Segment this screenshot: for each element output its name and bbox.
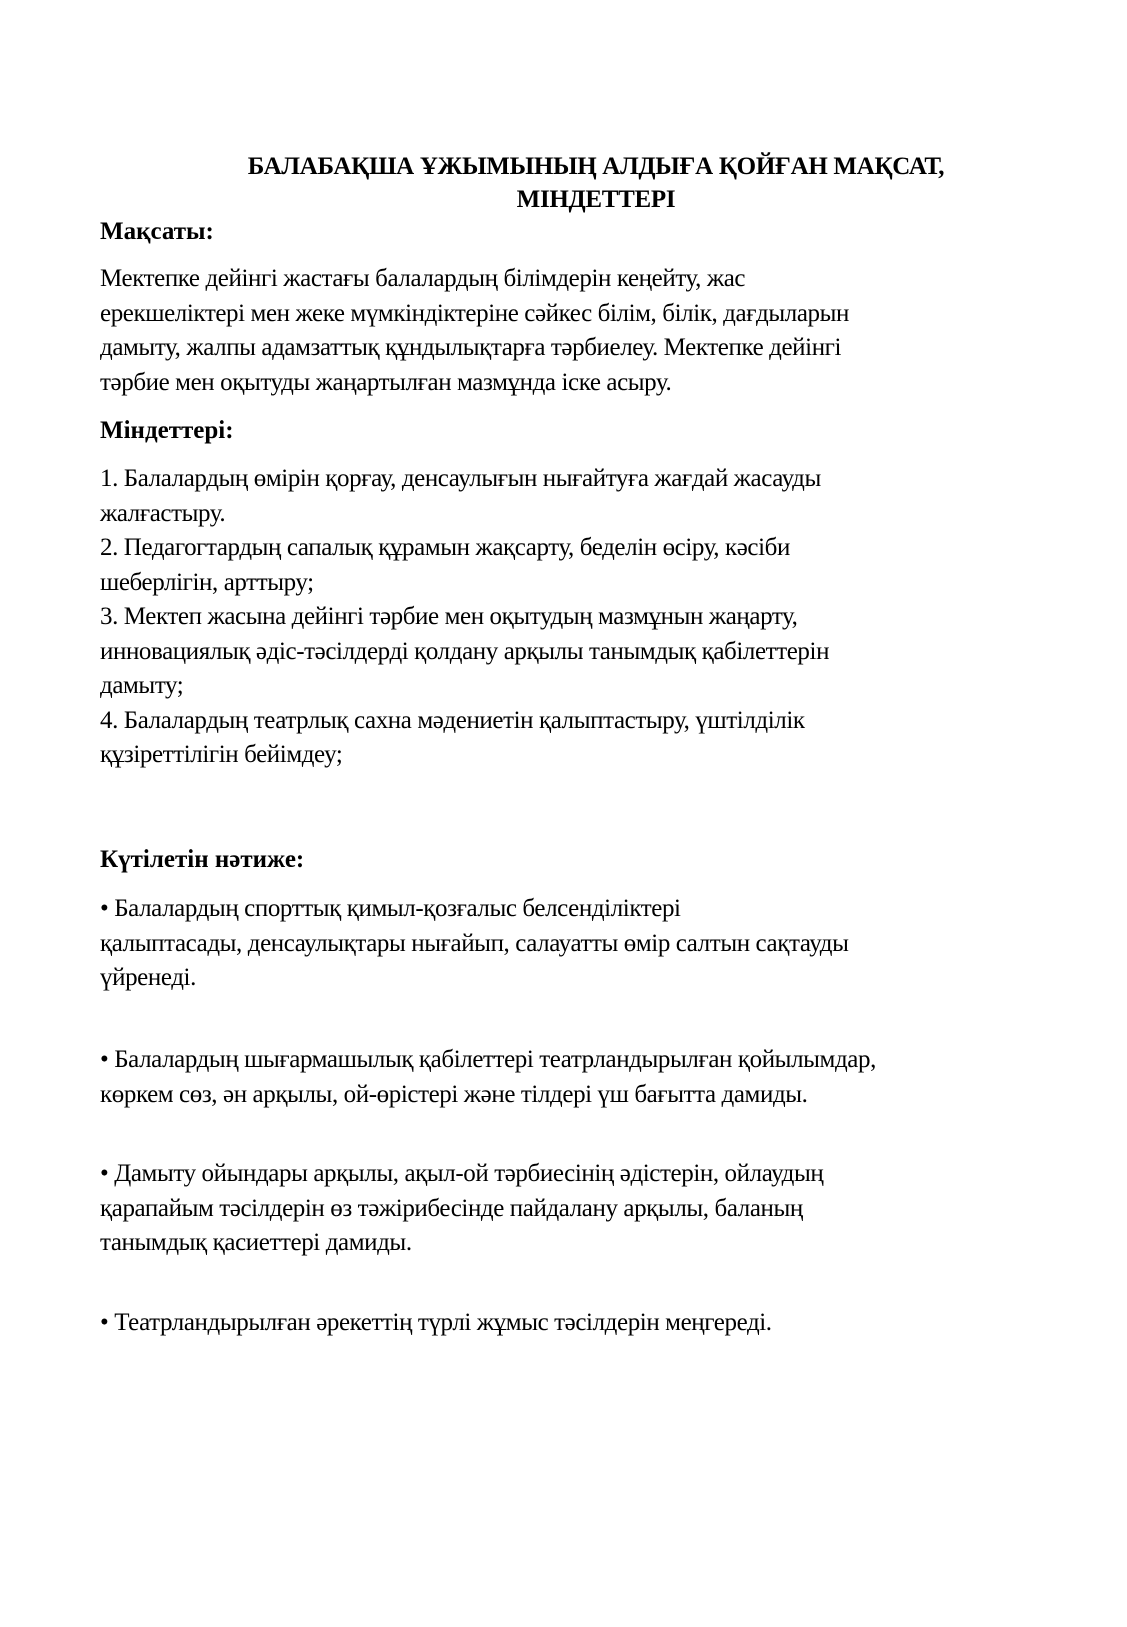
aims-line: Мектепке дейінгі жастағы балалардың білімдерін кеңейту, жас [100, 265, 746, 292]
result-line: үйренеді. [100, 964, 196, 991]
tasks-list [100, 462, 1060, 773]
result-line: • Балалардың шығармашылық қабілеттері театрландырылған қойылымдар, [100, 1046, 876, 1073]
aims-line: ерекшеліктері мен жеке мүмкіндіктеріне сәйкес білім, білік, дағдыларын [100, 299, 850, 327]
tasks-heading: Міндеттері: [100, 417, 234, 444]
result-line: • Театрландырылған әрекеттің түрлі жұмыс тәсілдерін меңгереді. [100, 1309, 772, 1336]
document-title [96, 150, 1096, 216]
task-line: құзіреттілігін бейімдеу; [100, 741, 343, 768]
result-line: • Дамыту ойындары арқылы, ақыл-ой тәрбиесінің әдістерін, ойлаудың [100, 1160, 824, 1187]
result-item-4 [100, 1306, 1060, 1341]
aims-line: дамыту, жалпы адамзаттық құндылықтарға тәрбиелеу. Мектепке дейінгі [100, 334, 842, 361]
results-heading: Күтілетін нәтиже: [100, 846, 305, 873]
result-line: қалыптасады, денсаулықтары нығайып, салауатты өмір салтын сақтауды [100, 929, 849, 957]
result-item-3 [100, 1157, 1060, 1261]
task-line: 4. Балалардың театрлық сахна мәдениетін қалыптастыру, үштілділік [100, 706, 805, 734]
aims-paragraph [100, 262, 1060, 400]
aims-line: тәрбие мен оқытуды жаңартылған мазмұнда іске асыру. [100, 368, 672, 396]
task-line: дамыту; [100, 672, 184, 699]
title-line-2: МІНДЕТТЕРІ [516, 186, 676, 213]
title-line-1: БАЛАБАҚША ҰЖЫМЫНЫҢ АЛДЫҒА ҚОЙҒАН МАҚСАТ, [247, 153, 945, 180]
result-line: қарапайым тәсілдерін өз тәжірибесінде пайдалану арқылы, баланың [100, 1194, 803, 1222]
task-line: 3. Мектеп жасына дейінгі тәрбие мен оқытудың мазмұнын жаңарту, [100, 603, 798, 630]
result-item-1 [100, 892, 1060, 996]
result-line: көркем сөз, ән арқылы, ой-өрістері және тілдері үш бағытта дамиды. [100, 1080, 808, 1108]
result-item-2 [100, 1043, 1060, 1112]
task-line: шеберлігін, арттыру; [100, 568, 314, 596]
aims-heading: Мақсаты: [100, 218, 214, 245]
task-line: жалғастыру. [100, 499, 226, 527]
result-line: • Балалардың спорттық қимыл-қозғалыс белсенділіктері [100, 895, 681, 922]
task-line: инновациялық әдіс-тәсілдерді қолдану арқылы танымдық қабілеттерін [100, 637, 830, 665]
result-line: танымдық қасиеттері дамиды. [100, 1229, 412, 1256]
task-line: 2. Педагогтардың сапалық құрамын жақсарту, беделін өсіру, кәсіби [100, 534, 790, 561]
task-line: 1. Балалардың өмірін қорғау, денсаулығын нығайтуға жағдай жасауды [100, 465, 821, 492]
